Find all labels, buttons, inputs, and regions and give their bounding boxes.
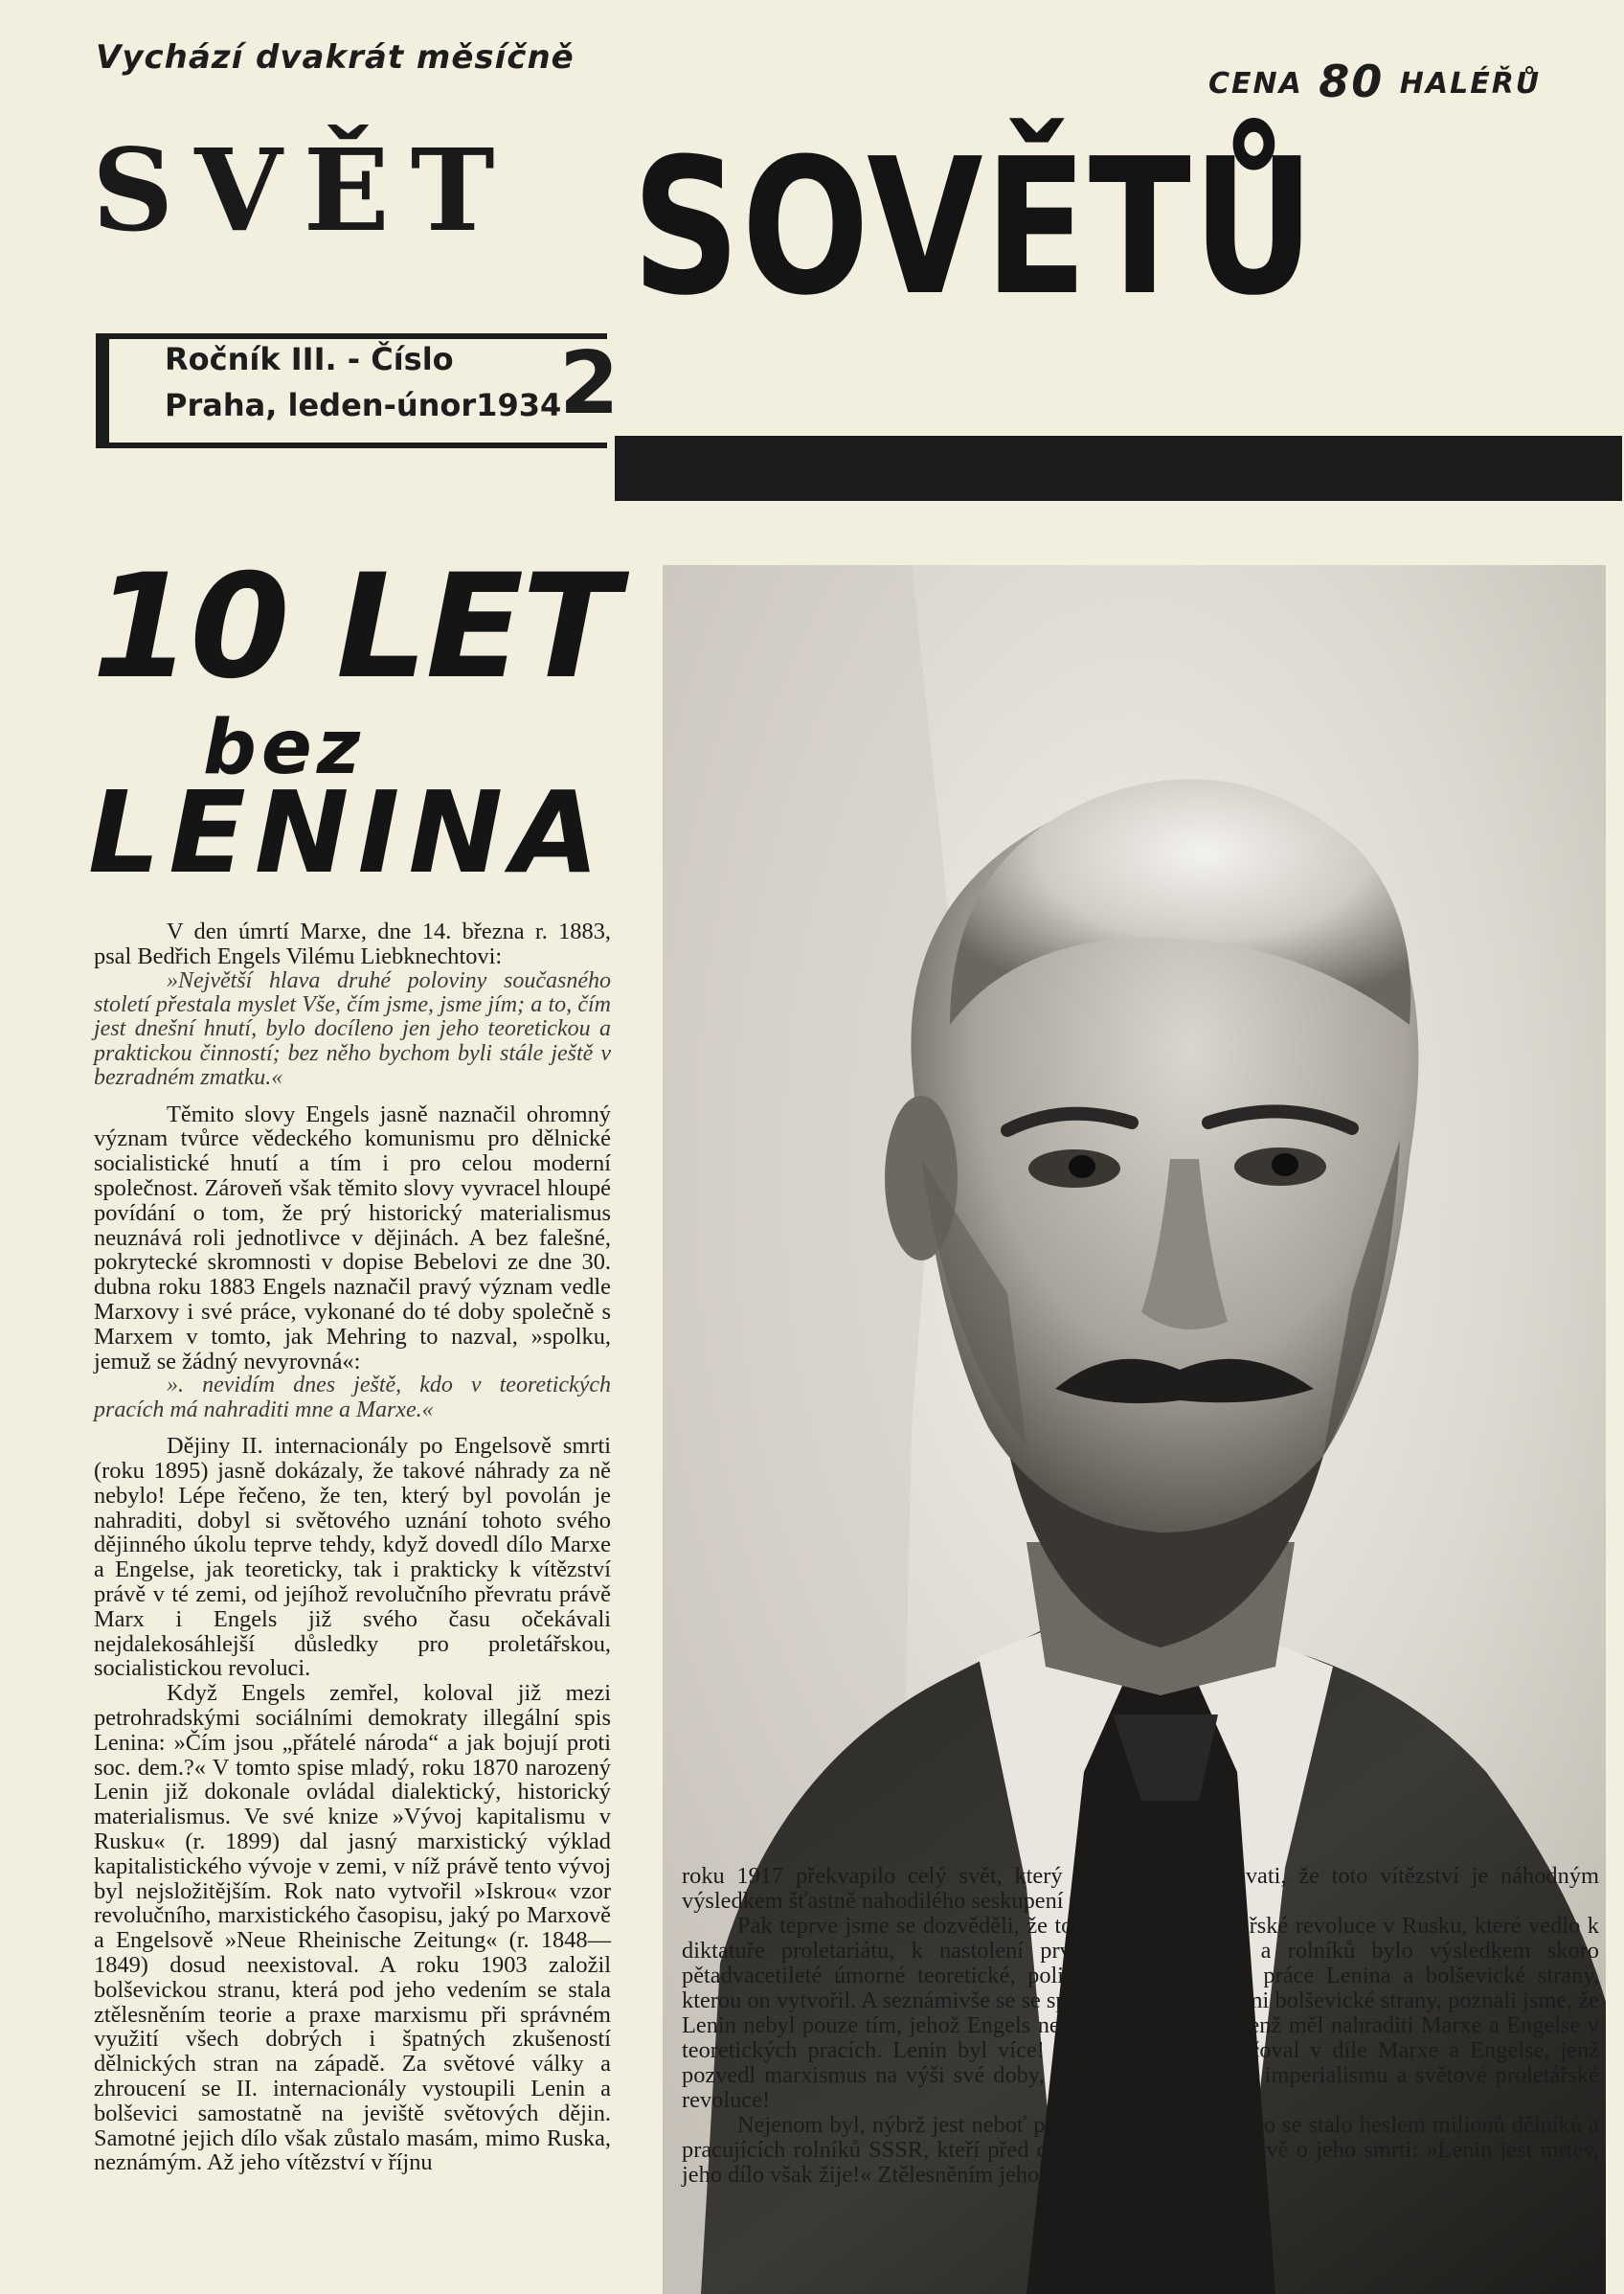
headline-line2: bez [203,705,366,791]
masthead-title-left: SVĚT [92,124,516,257]
article-paragraph: Dějiny II. internacionály po Engelsově smrti (roku 1895) jasně dokázaly, že takové náhrady za ně nebylo! Lépe řečeno, že ten, který byl povolán je nahraditi, dobyl si světového uznání tohoto svého dějinného úkolu teprve tehdy, když dovedl dílo Marxe a Engelse, jak teoreticky, tak i prakticky k vítězství právě v té zemi, od jejíhož revolučního převratu právě Marx i Engels již svého času očekávali nejdalekosáhlejší důsledky pro proletářskou, socialistickou revoluci. [94,1433,611,1682]
article-paragraph: V den úmrtí Marxe, dne 14. března r. 1883, psal Bedřich Engels Vilému Liebknechtovi: [94,919,611,969]
price-suffix: HALÉŘŮ [1399,67,1542,101]
issue-number: 2 [559,333,620,434]
headline-line1: 10 LET [92,544,619,711]
article-bottom-columns [682,1864,1599,2188]
masthead-title-right: SOVĚTŮ [632,119,1317,337]
article-paragraph: Když Engels zemřel, koloval již mezi petrohradskými sociálními demokraty illegální spis Lenina: »Čím jsou „přátelé národa“ a jak bojují proti soc. dem.?« V tomto spise mladý, roku 1870 narozený Lenin již dokonale ovládal dialektický, historický materialismus. Ve své knize »Vývoj kapitalismu v Rusku« (r. 1899) dal jasný marxistický výklad kapitalistického vývoje v zemi, v níž právě tento vývoj byl nejsložitějším. Rok nato vytvořil »Iskrou« vzor revolučního, marxistického časopisu, jaký po Marxově a Engelsově »Neue Rheinische Zeitung« (r. 1848—1849) dosud neexistoval. A roku 1903 založil bolševickou stranu, která pod jeho vedením se stala ztělesněním teorie a praxe marxismu při správném využití všech dobrých i špatných zkušeností dělnických stran na západě. Za světové války a zhroucení se II. internacionály vystoupili Lenin a bolševici samostatně na jeviště světových dějin. Samotné jejich dílo však zůstalo masám, mimo Ruska, neznámým. Až jeho vítězství v říjnu [94,1680,611,2176]
article-paragraph: roku 1917 překvapilo celý svět, který si nechal namlouvati, že toto vítězství je náhodným výsledkem šťastně nahodilého seskupení událostí atd. [682,1863,1599,1914]
article-left-column [94,920,611,2175]
issue-place-date: Praha, leden-únor1934 [165,387,562,423]
article-paragraph: Nejenom byl, nýbrž jest neboť pravdou se ukázalo to, co se stalo heslem milionů dělníků a pracujících rolníků SSSR, kteří před deseti lety zasli při zprávě o jeho smrti: »Lenin jest mrtev, jeho dílo však žije!« Ztělesněním jeho díla, leninismu [682,2112,1599,2188]
article-paragraph: Těmito slovy Engels jasně naznačil ohromný význam tvůrce vědeckého komunismu pro dělnické socialistické hnutí a tím i pro celou moderní společnost. Zároveň však těmito slovy vyvracel hloupé povídání o tom, že prý historický materialismus neuznává roli jednotlivce v dějinách. A bez falešné, pokrytecké skromnosti v dopise Bebelovi ze dne 30. dubna roku 1883 Engels naznačil pravý význam vedle Marxovy i své práce, vykonané do té doby společně s Marxem v tomto, jak Mehring to nazval, »spolku, jemuž se žádný nevyrovná«: [94,1101,611,1374]
article-paragraph: Pak teprve jsme se dozvěděli, že toto vítězství proletářské revoluce v Rusku, které vedlo k diktatuře proletariátu, k nastolení první vlády dělníků a rolníků bylo výsledkem skoro pětadvacetileté úmorné teoretické, politické a organisační práce Lenina a bolševické strany, kterou on vytvořil. A seznámivše se se spisy Lenina a dějinami bolševické strany, poznali jsme, že Lenin nebyl pouze tím, jehož Engels nemohl ještě viděti a jenž měl nahraditi Marxe a Engelse v teoretických pracích. Lenin byl více! Byl tím, jenž pokračoval v díle Marxe a Engelse, jenž pozvedl marxismus na výši své doby, doby kapitalistického imperialismu a světové proletářské revoluce! [682,1913,1599,2113]
headline-line3: LENINA [88,766,608,898]
publication-frequency: Vychází dvakrát měsíčně [96,38,575,77]
price-number: 80 [1319,56,1385,107]
price-label [1208,56,1541,107]
issue-volume: Ročník III. - Číslo [165,341,454,377]
price-prefix: CENA [1208,67,1303,101]
article-quote: »Největší hlava druhé poloviny současného století přestala myslet Vše, čím jsme, jsme jím; a to, čím jest dnešní hnutí, bylo docíleno jen jeho teoretickou a praktickou činností; bez něho bychom byli stále ještě v bezradném zmatku.« [94,967,611,1091]
article-quote: ». nevidím dnes ještě, kdo v teoretických pracích má nahraditi mne a Marxe.« [94,1373,611,1422]
masthead-rule-bar [615,436,1622,501]
